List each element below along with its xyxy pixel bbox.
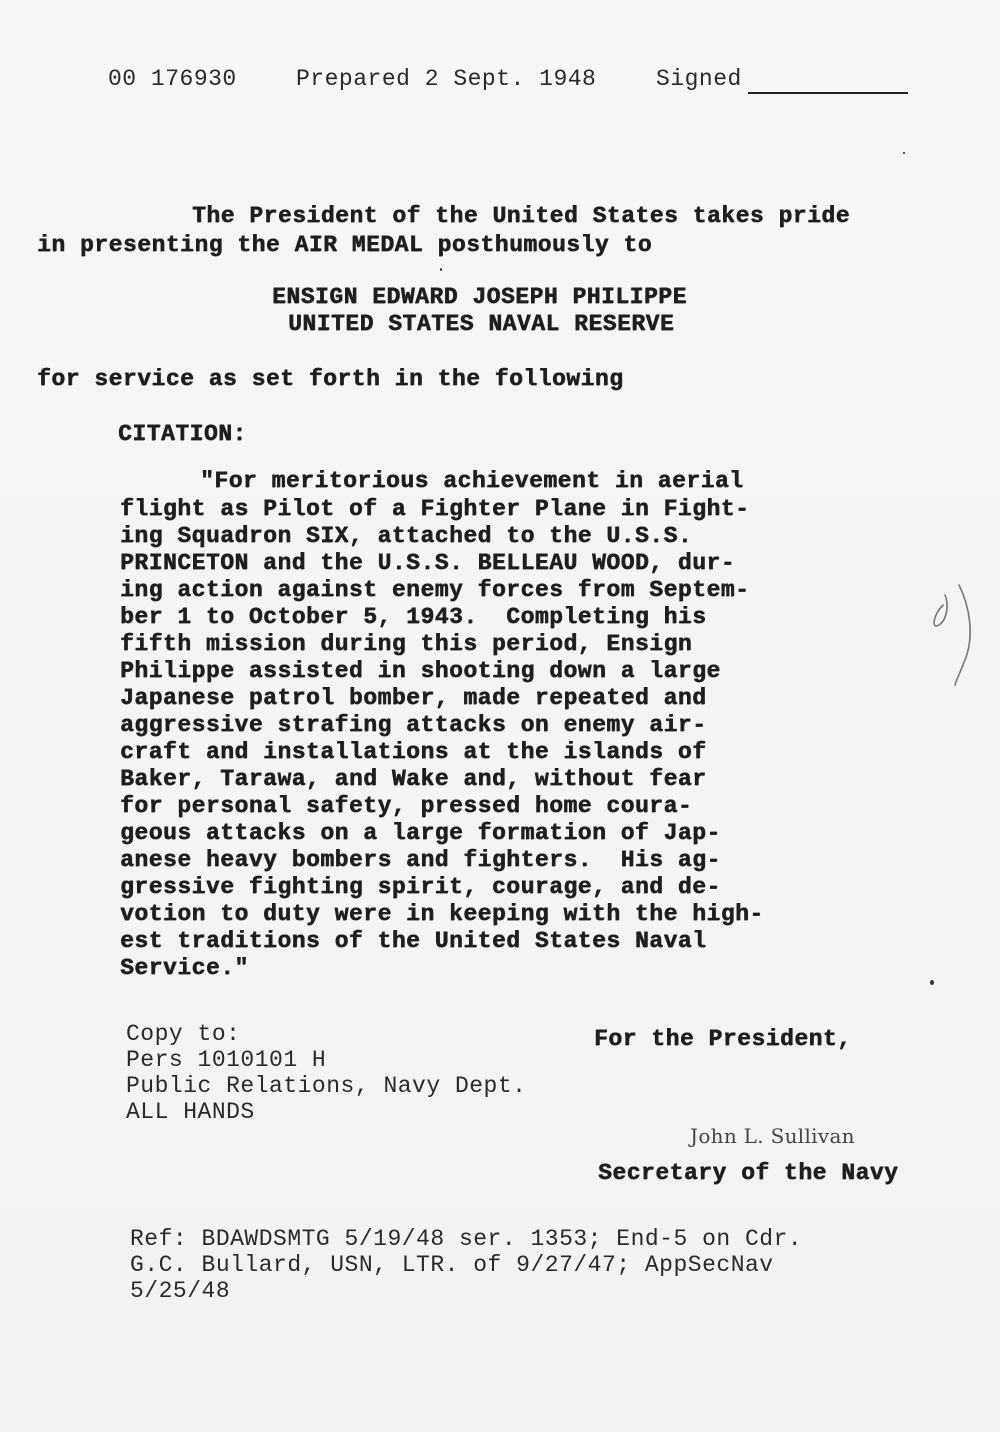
- citation-line: "For meritorious achievement in aerial: [200, 468, 744, 494]
- signer-title: Secretary of the Navy: [598, 1160, 899, 1186]
- reference-line: Ref: BDAWDSMTG 5/19/48 ser. 1353; End-5 on Cdr.: [130, 1226, 803, 1252]
- recipient-name: ENSIGN EDWARD JOSEPH PHILIPPE: [272, 284, 687, 310]
- citation-line: craft and installations at the islands of: [120, 739, 707, 765]
- citation-line: PRINCETON and the U.S.S. BELLEAU WOOD, dur-: [120, 550, 735, 576]
- handwritten-signature: John L. Sullivan: [690, 1124, 855, 1148]
- citation-line: geous attacks on a large formation of Jap-: [120, 820, 721, 846]
- reference-line: G.C. Bullard, USN, LTR. of 9/27/47; AppSecNav: [130, 1252, 774, 1278]
- recipient-service: UNITED STATES NAVAL RESERVE: [288, 311, 675, 337]
- citation-line: Japanese patrol bomber, made repeated and: [120, 685, 707, 711]
- reference-line: 5/25/48: [130, 1278, 231, 1304]
- ink-speck: [930, 980, 934, 985]
- citation-line: Baker, Tarawa, and Wake and, without fear: [120, 766, 707, 792]
- serial-number: 00 176930: [108, 66, 237, 92]
- signature-blank-line: [748, 92, 908, 94]
- prepared-date: Prepared 2 Sept. 1948: [296, 66, 597, 92]
- pencil-mark-icon: [925, 575, 985, 695]
- intro-line-2: in presenting the AIR MEDAL posthumously to: [37, 232, 652, 258]
- citation-line: gressive fighting spirit, courage, and de-: [120, 874, 721, 900]
- copy-to-label: Copy to:: [126, 1021, 241, 1047]
- citation-line: votion to duty were in keeping with the high-: [120, 901, 764, 927]
- citation-line: for personal safety, pressed home coura-: [120, 793, 693, 819]
- ink-speck: [440, 268, 442, 271]
- citation-line: flight as Pilot of a Fighter Plane in Fight-: [120, 496, 750, 522]
- citation-line: anese heavy bombers and fighters. His ag-: [120, 847, 721, 873]
- ink-speck: [903, 152, 905, 154]
- copy-to-item: ALL HANDS: [126, 1099, 255, 1125]
- citation-line: fifth mission during this period, Ensign: [120, 631, 693, 657]
- citation-line: est traditions of the United States Naval: [120, 928, 707, 954]
- citation-line: ing action against enemy forces from Septem-: [120, 577, 750, 603]
- intro-line-1: The President of the United States takes pride: [192, 203, 850, 229]
- citation-line: Service.": [120, 955, 249, 981]
- for-the-president: For the President,: [594, 1026, 852, 1052]
- citation-line: aggressive strafing attacks on enemy air-: [120, 712, 707, 738]
- signed-label: Signed: [656, 66, 742, 92]
- citation-line: ing Squadron SIX, attached to the U.S.S.: [120, 523, 693, 549]
- copy-to-item: Pers 1010101 H: [126, 1047, 327, 1073]
- service-line: for service as set forth in the following: [37, 366, 624, 392]
- citation-label: CITATION:: [118, 421, 247, 447]
- copy-to-item: Public Relations, Navy Dept.: [126, 1073, 527, 1099]
- citation-line: ber 1 to October 5, 1943. Completing his: [120, 604, 707, 630]
- citation-line: Philippe assisted in shooting down a large: [120, 658, 721, 684]
